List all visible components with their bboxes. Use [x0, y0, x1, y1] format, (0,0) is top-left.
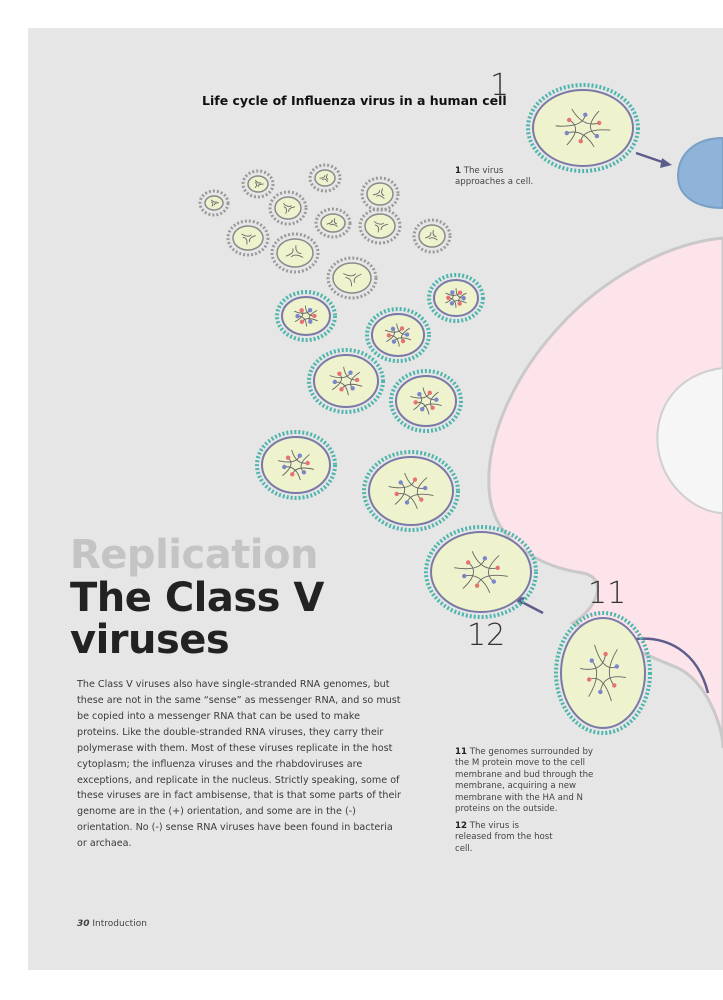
step-11-number: 11	[588, 576, 627, 611]
article-kicker: Replication	[70, 532, 318, 578]
step-12-label: 12	[455, 821, 467, 831]
virion	[367, 309, 429, 361]
step-12-number: 12	[467, 618, 506, 653]
neighbor-cell	[678, 138, 723, 208]
step-1-number: 1	[490, 68, 510, 103]
step-1-label: 1	[455, 166, 461, 176]
article-title: The Class V viruses	[70, 575, 324, 663]
virion	[257, 432, 335, 498]
page-footer	[77, 919, 147, 929]
virion	[316, 209, 350, 237]
virion	[243, 171, 273, 197]
step-11-caption	[455, 747, 605, 816]
step-11-text: The genomes surrounded by the M protein move to the cell membrane and bud through the membrane, acquiring a new membrane with the HA and N proteins on the outside.	[455, 747, 594, 815]
step-1-text: The virus approaches a cell.	[455, 166, 534, 188]
book-page	[28, 28, 723, 970]
virion	[528, 85, 638, 171]
virion	[310, 165, 340, 191]
virion	[272, 234, 318, 272]
virion	[270, 192, 306, 224]
virion	[364, 452, 458, 530]
virion	[328, 258, 376, 298]
virion	[277, 292, 335, 340]
diagram-title: Life cycle of Influenza virus in a human cell	[202, 93, 507, 108]
section-name: Introduction	[92, 919, 147, 929]
article-body: The Class V viruses also have single-stranded RNA genomes, but these are not in the same “sense” as messenger RNA, and so must be copied into a messenger RNA that can be used to make proteins. Like the double-stranded RNA viruses, they carry their polymerase with them. Most of these viruses replicate in the host cytoplasm; the influenza viruses and the rhabdoviruses are exceptions, and replicate in the nucleus. Strictly speaking, some of these viruses are in fact ambisense, that is that some parts of their genome are in the (+) orientation, and some are in the (-) orientation. No (-) sense RNA viruses have been found in bacteria or archaea.	[77, 679, 401, 850]
virion	[391, 371, 461, 431]
step-11-label: 11	[455, 747, 467, 757]
page-number: 30	[77, 919, 90, 929]
virion	[360, 209, 400, 243]
virion	[228, 221, 268, 255]
step-1-caption	[455, 166, 550, 189]
virion	[426, 527, 536, 617]
virion	[362, 178, 398, 210]
step-12-caption	[455, 821, 555, 855]
virion	[200, 191, 228, 215]
virion	[429, 275, 483, 321]
virion	[414, 220, 450, 252]
step-12-text: The virus is released from the host cell.	[455, 821, 553, 854]
virion	[309, 350, 383, 412]
